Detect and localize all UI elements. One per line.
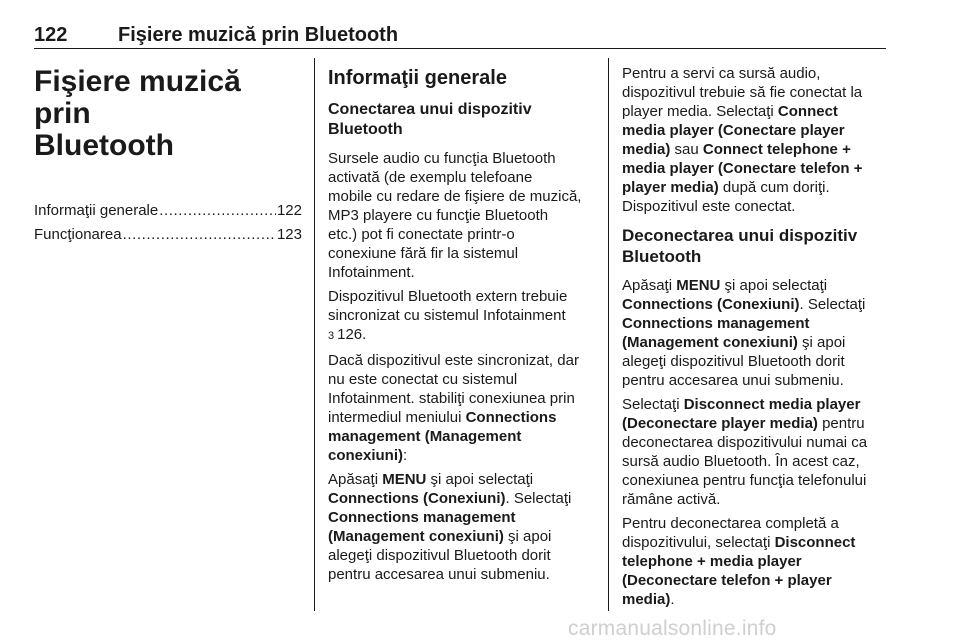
general-info-column (328, 60, 598, 584)
paragraph: Dispozitivul Bluetooth extern trebuie sincronizat cu sistemul Infotainment 3 126. (328, 287, 598, 346)
column-divider (314, 58, 315, 611)
toc-label: Funcţionarea (34, 226, 122, 243)
paragraph: Dacă dispozitivul este sincronizat, dar nu este conectat cu sistemul Infotainment. stabiliţi conexiunea prin intermediul meniului Connections management (Management conexiuni): (328, 352, 579, 464)
cross-reference-arrow-icon: 3 (328, 330, 335, 342)
disconnect-column (622, 60, 890, 609)
toc-leader (123, 223, 276, 247)
toc-entry[interactable] (34, 199, 302, 223)
toc-label: Informaţii generale (34, 202, 159, 219)
page-header (34, 20, 886, 49)
paragraph: Apăsaţi MENU şi apoi selectaţi Connections (Conexiuni). Selectaţi Connections management (Management conexiuni) şi apoi alegeţi dispozitivul Bluetooth dorit pentru accesarea unui submeniu. (622, 277, 866, 389)
chapter-title: Fişiere muzică prin Bluetooth (34, 65, 241, 162)
column-divider (608, 58, 609, 611)
toc-leader (159, 199, 276, 223)
running-title: Fişiere muzică prin Bluetooth (118, 24, 399, 46)
paragraph: Sursele audio cu funcţia Bluetooth activată (de exemplu telefoane mobile cu redare de fişiere de muzică, MP3 playere cu funcţie Bluetooth etc.) pot fi conectate printr-o conexiune fără fir la sistemul Infotainment. (328, 150, 582, 281)
section-heading: Informaţii generale (328, 67, 507, 89)
cross-reference[interactable]: 126. (337, 326, 367, 343)
toc-entry[interactable] (34, 223, 302, 247)
toc-page: 123 (276, 226, 302, 243)
page-number: 122 (34, 24, 68, 46)
subsection-heading: Deconectarea unui dispozitiv Bluetooth (622, 226, 858, 266)
paragraph: Pentru deconectarea completă a dispozitivului, selectaţi Disconnect telephone + media player (Deconectare telefon + player media). (622, 515, 856, 608)
paragraph: Selectaţi Disconnect media player (Deconectare player media) pentru deconectarea dispozitivului numai ca sursă audio Bluetooth. În acest caz, conexiunea pentru funcţia telefonului rămâne activă. (622, 396, 868, 508)
paragraph: Apăsaţi MENU şi apoi selectaţi Connections (Conexiuni). Selectaţi Connections management (Management conexiuni) şi apoi alegeţi dispozitivul Bluetooth dorit pentru accesarea unui submeniu. (328, 471, 572, 583)
chapter-column (34, 60, 302, 247)
paragraph: Pentru a servi ca sursă audio, dispozitivul trebuie să fie conectat la player media. Selectaţi Connect media player (Conectare player media) sau Connect telephone + media player (Conectare telefon + player media) după cum doriţi. Dispozitivul este conectat. (622, 65, 863, 215)
table-of-contents (34, 199, 302, 247)
watermark: carmanualsonline.info (568, 617, 777, 640)
subsection-heading: Conectarea unui dispozitiv Bluetooth (328, 101, 532, 138)
toc-page: 122 (276, 202, 302, 219)
